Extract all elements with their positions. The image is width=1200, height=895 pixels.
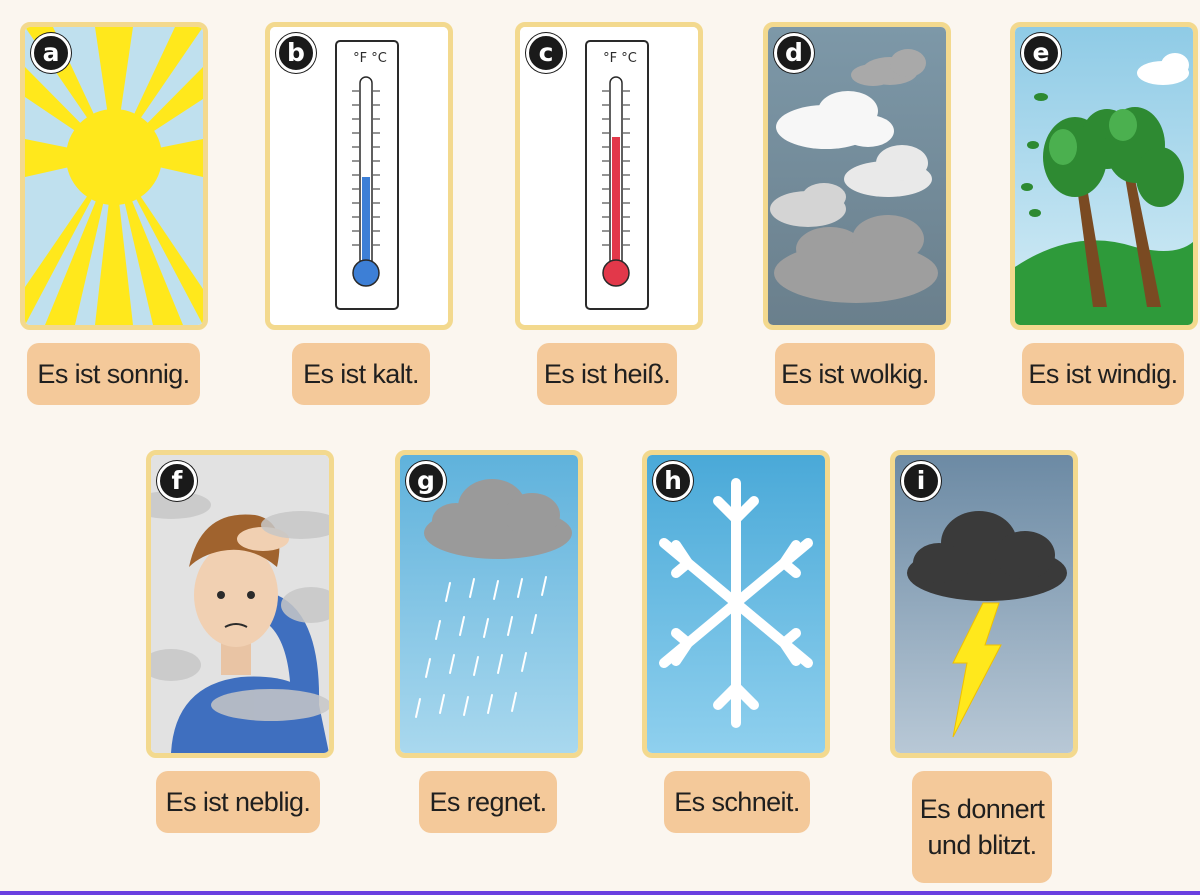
letter-badge-a: a (31, 33, 71, 73)
letter-badge-d: d (774, 33, 814, 73)
card-sunny (20, 22, 208, 330)
letter-badge-f: f (157, 461, 197, 501)
caption-thunderstorm-line2: und blitzt. (927, 830, 1037, 860)
card-thunderstorm (890, 450, 1078, 758)
temperature-scale-label: °F °C (603, 51, 637, 66)
caption-rain: Es regnet. (419, 771, 557, 833)
caption-windy: Es ist windig. (1022, 343, 1184, 405)
caption-cloudy: Es ist wolkig. (775, 343, 935, 405)
caption-sunny: Es ist sonnig. (27, 343, 200, 405)
letter-badge-c: c (526, 33, 566, 73)
caption-cold: Es ist kalt. (292, 343, 430, 405)
card-rain (395, 450, 583, 758)
letter-badge-i: i (901, 461, 941, 501)
letter-badge-e: e (1021, 33, 1061, 73)
caption-snow: Es schneit. (664, 771, 810, 833)
temperature-scale-label: °F °C (353, 51, 387, 66)
card-hot (515, 22, 703, 330)
card-foggy (146, 450, 334, 758)
letter-badge-b: b (276, 33, 316, 73)
letter-badge-g: g (406, 461, 446, 501)
card-cloudy (763, 22, 951, 330)
card-windy (1010, 22, 1198, 330)
caption-hot: Es ist heiß. (537, 343, 677, 405)
bottom-border (0, 891, 1200, 895)
caption-foggy: Es ist neblig. (156, 771, 320, 833)
card-cold (265, 22, 453, 330)
caption-thunderstorm-line1: Es donnert (919, 793, 1045, 824)
caption-thunderstorm (912, 771, 1052, 883)
letter-badge-h: h (653, 461, 693, 501)
card-snow (642, 450, 830, 758)
